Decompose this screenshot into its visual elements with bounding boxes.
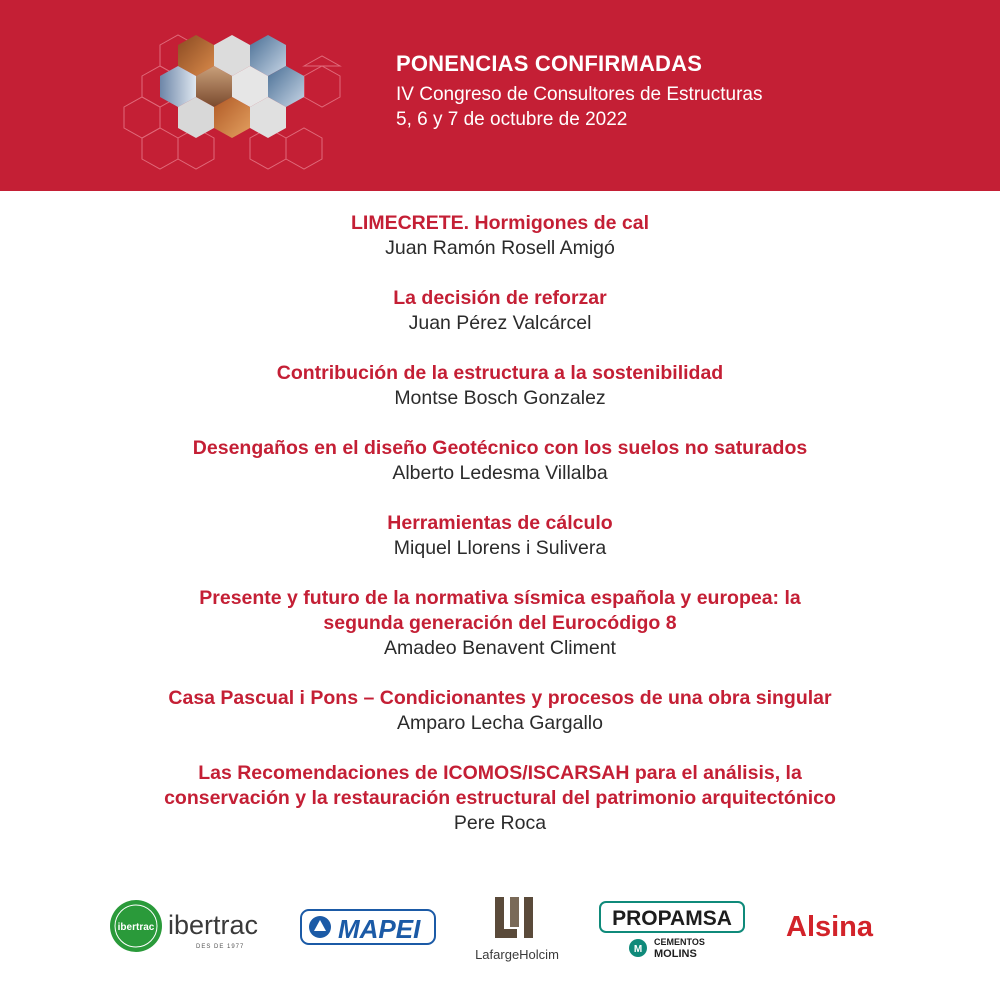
talk-title: Herramientas de cálculo [387, 512, 613, 534]
hexagon-photo-collage [120, 30, 350, 180]
svg-text:M: M [633, 944, 643, 955]
talk-speaker: Alberto Ledesma Villalba [392, 462, 608, 484]
ibertrac-name: ibertrac [168, 910, 259, 940]
talk-title: Presente y futuro de la normativa sísmica española y europea: la segunda generación del Eurocódigo 8 [199, 587, 801, 634]
propamsa-sub2: MOLINS [654, 948, 697, 960]
ibertrac-tagline: DES DE 1977 [196, 944, 245, 950]
talk-item [90, 361, 910, 411]
lafargeholcim-name: LafargeHolcim [475, 947, 559, 962]
sponsor-logos [0, 890, 1000, 970]
talk-item [90, 511, 910, 561]
talk-item [90, 686, 910, 736]
header-subtitle: IV Congreso de Consultores de Estructuras [396, 84, 763, 105]
header-text-block [396, 50, 762, 132]
mapei-name: MAPEI [338, 914, 421, 944]
lafargeholcim-logo [460, 894, 575, 964]
alsina-name: Alsina [786, 911, 874, 943]
talk-title: Casa Pascual i Pons – Condicionantes y procesos de una obra singular [168, 687, 832, 709]
talk-speaker: Juan Ramón Rosell Amigó [385, 237, 615, 259]
talk-title: Las Recomendaciones de ICOMOS/ISCARSAH para el análisis, la conservación y la restauración estructural del patrimonio arquitectónico [164, 762, 836, 809]
ibertrac-badge-text: ibertrac [117, 922, 155, 933]
ibertrac-logo [108, 896, 270, 956]
header-title: PONENCIAS CONFIRMADAS [396, 51, 703, 76]
talk-title: LIMECRETE. Hormigones de cal [351, 212, 649, 234]
talk-item [90, 286, 910, 336]
talk-item [90, 761, 910, 836]
talk-title: Contribución de la estructura a la sostenibilidad [276, 362, 724, 384]
talk-title: Desengaños en el diseño Geotécnico con los suelos no saturados [192, 437, 808, 459]
talk-item [90, 436, 910, 486]
talk-item [90, 211, 910, 261]
header-banner [0, 0, 1000, 191]
talk-item [90, 586, 910, 661]
propamsa-sub1: CEMENTOS [654, 937, 705, 947]
talk-speaker: Amadeo Benavent Climent [384, 637, 616, 659]
talk-speaker: Montse Bosch Gonzalez [394, 387, 606, 409]
talk-speaker: Pere Roca [453, 812, 547, 834]
propamsa-logo [598, 900, 748, 962]
propamsa-name: PROPAMSA [612, 907, 732, 930]
header-date: 5, 6 y 7 de octubre de 2022 [396, 109, 628, 130]
talk-speaker: Miquel Llorens i Sulivera [393, 537, 607, 559]
talks-list [90, 211, 910, 861]
talk-title: La decisión de reforzar [393, 287, 607, 309]
talk-speaker: Juan Pérez Valcárcel [408, 312, 592, 334]
alsina-logo [782, 906, 886, 946]
talk-speaker: Amparo Lecha Gargallo [397, 712, 603, 734]
mapei-logo [300, 906, 440, 948]
